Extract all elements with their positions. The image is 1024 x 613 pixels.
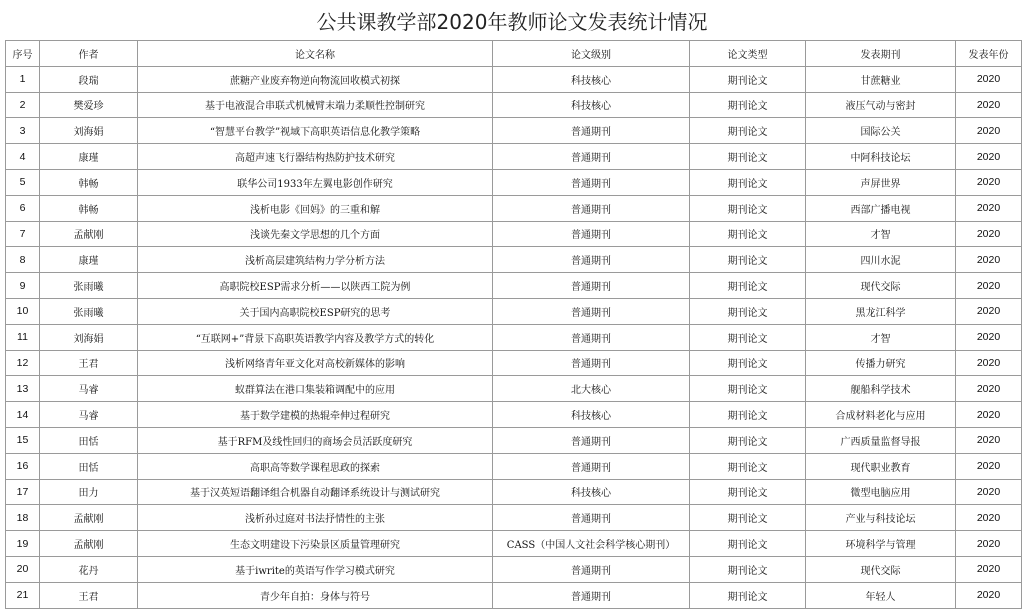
cell-paper-level: 普通期刊 [493,118,690,144]
cell-year: 2020 [956,66,1022,92]
cell-author: 王君 [40,582,138,608]
cell-journal: 国际公关 [806,118,956,144]
cell-author: 孟献刚 [40,221,138,247]
table-row [6,479,1022,505]
cell-paper-type: 期刊论文 [690,505,806,531]
cell-paper-title: 联华公司1933年左翼电影创作研究 [138,169,493,195]
cell-paper-title: “互联网+”背景下高职英语教学内容及教学方式的转化 [138,324,493,350]
cell-author: 段瑞 [40,66,138,92]
cell-paper-type: 期刊论文 [690,324,806,350]
cell-index: 10 [6,298,40,324]
cell-paper-title: 基于iwrite的英语写作学习模式研究 [138,556,493,582]
cell-author: 孟献刚 [40,531,138,557]
table-row [6,273,1022,299]
table-row [6,118,1022,144]
cell-year: 2020 [956,324,1022,350]
cell-journal: 声屏世界 [806,169,956,195]
cell-paper-type: 期刊论文 [690,195,806,221]
cell-paper-type: 期刊论文 [690,66,806,92]
table-row [6,427,1022,453]
cell-journal: 传播力研究 [806,350,956,376]
cell-index: 21 [6,582,40,608]
table-body [6,66,1022,608]
header-paper-type: 论文类型 [690,41,806,67]
cell-paper-type: 期刊论文 [690,582,806,608]
cell-year: 2020 [956,144,1022,170]
cell-paper-type: 期刊论文 [690,247,806,273]
cell-paper-type: 期刊论文 [690,92,806,118]
cell-author: 孟献刚 [40,505,138,531]
cell-paper-title: 青少年自拍：身体与符号 [138,582,493,608]
cell-index: 11 [6,324,40,350]
table-row [6,66,1022,92]
cell-author: 田恬 [40,427,138,453]
cell-year: 2020 [956,531,1022,557]
cell-author: 刘海娟 [40,118,138,144]
cell-paper-type: 期刊论文 [690,376,806,402]
cell-paper-level: 普通期刊 [493,350,690,376]
cell-author: 张雨曦 [40,273,138,299]
cell-paper-level: CASS（中国人文社会科学核心期刊） [493,531,690,557]
cell-index: 2 [6,92,40,118]
cell-journal: 液压气动与密封 [806,92,956,118]
cell-paper-type: 期刊论文 [690,556,806,582]
table-row [6,324,1022,350]
cell-journal: 年轻人 [806,582,956,608]
cell-year: 2020 [956,376,1022,402]
cell-index: 12 [6,350,40,376]
table-row [6,92,1022,118]
cell-year: 2020 [956,479,1022,505]
cell-year: 2020 [956,221,1022,247]
paper-table [5,40,1022,609]
header-index: 序号 [6,41,40,67]
cell-index: 9 [6,273,40,299]
header-paper-title: 论文名称 [138,41,493,67]
cell-paper-title: 浅析电影《回妈》的三重和解 [138,195,493,221]
cell-author: 王君 [40,350,138,376]
cell-year: 2020 [956,582,1022,608]
cell-author: 韩畅 [40,195,138,221]
cell-author: 花丹 [40,556,138,582]
cell-paper-type: 期刊论文 [690,144,806,170]
table-row [6,376,1022,402]
cell-paper-type: 期刊论文 [690,118,806,144]
cell-paper-title: 生态文明建设下污染景区质量管理研究 [138,531,493,557]
cell-paper-type: 期刊论文 [690,427,806,453]
cell-paper-title: 关于国内高职院校ESP研究的思考 [138,298,493,324]
cell-paper-title: 高职院校ESP需求分析——以陕西工院为例 [138,273,493,299]
table-row [6,582,1022,608]
header-row [6,41,1022,67]
cell-author: 马睿 [40,402,138,428]
cell-journal: 才智 [806,324,956,350]
table-row [6,169,1022,195]
cell-paper-type: 期刊论文 [690,531,806,557]
cell-paper-level: 科技核心 [493,402,690,428]
cell-index: 6 [6,195,40,221]
table-row [6,505,1022,531]
cell-journal: 甘蔗糖业 [806,66,956,92]
cell-author: 张雨曦 [40,298,138,324]
cell-paper-level: 科技核心 [493,66,690,92]
cell-author: 田力 [40,479,138,505]
cell-paper-level: 普通期刊 [493,324,690,350]
header-year: 发表年份 [956,41,1022,67]
cell-journal: 微型电脑应用 [806,479,956,505]
cell-paper-title: 高职高等数学课程思政的探索 [138,453,493,479]
table-row [6,247,1022,273]
cell-journal: 西部广播电视 [806,195,956,221]
cell-year: 2020 [956,505,1022,531]
cell-paper-type: 期刊论文 [690,479,806,505]
cell-journal: 四川水泥 [806,247,956,273]
cell-paper-title: 蔗糖产业废弃物逆向物流回收模式初探 [138,66,493,92]
cell-journal: 环境科学与管理 [806,531,956,557]
cell-journal: 现代交际 [806,556,956,582]
cell-paper-level: 北大核心 [493,376,690,402]
cell-paper-title: 蚁群算法在港口集装箱调配中的应用 [138,376,493,402]
cell-index: 17 [6,479,40,505]
cell-index: 8 [6,247,40,273]
cell-journal: 合成材料老化与应用 [806,402,956,428]
cell-paper-level: 普通期刊 [493,221,690,247]
cell-index: 7 [6,221,40,247]
cell-journal: 广西质量监督导报 [806,427,956,453]
cell-index: 18 [6,505,40,531]
cell-year: 2020 [956,453,1022,479]
cell-author: 马睿 [40,376,138,402]
cell-year: 2020 [956,169,1022,195]
cell-year: 2020 [956,118,1022,144]
table-row [6,402,1022,428]
cell-paper-title: 基于电液混合串联式机械臂末端力柔顺性控制研究 [138,92,493,118]
cell-index: 1 [6,66,40,92]
cell-year: 2020 [956,92,1022,118]
table-row [6,144,1022,170]
cell-journal: 现代职业教育 [806,453,956,479]
cell-paper-type: 期刊论文 [690,298,806,324]
cell-paper-type: 期刊论文 [690,453,806,479]
cell-author: 田恬 [40,453,138,479]
cell-index: 16 [6,453,40,479]
cell-paper-title: 浅析高层建筑结构力学分析方法 [138,247,493,273]
cell-paper-title: 基于数学建模的热辊牵伸过程研究 [138,402,493,428]
cell-paper-level: 普通期刊 [493,273,690,299]
table-row [6,221,1022,247]
cell-paper-level: 科技核心 [493,479,690,505]
table-row [6,453,1022,479]
cell-paper-type: 期刊论文 [690,169,806,195]
table-row [6,531,1022,557]
cell-paper-title: “智慧平台教学”视域下高职英语信息化教学策略 [138,118,493,144]
cell-paper-title: 浅谈先秦文学思想的几个方面 [138,221,493,247]
cell-paper-title: 基于RFM及线性回归的商场会员活跃度研究 [138,427,493,453]
cell-paper-level: 普通期刊 [493,556,690,582]
cell-paper-level: 普通期刊 [493,582,690,608]
table-row [6,195,1022,221]
cell-paper-level: 普通期刊 [493,453,690,479]
cell-year: 2020 [956,402,1022,428]
table-row [6,350,1022,376]
cell-year: 2020 [956,247,1022,273]
cell-index: 4 [6,144,40,170]
cell-journal: 才智 [806,221,956,247]
header-author: 作者 [40,41,138,67]
cell-year: 2020 [956,195,1022,221]
cell-journal: 舰船科学技术 [806,376,956,402]
cell-paper-level: 普通期刊 [493,144,690,170]
cell-index: 20 [6,556,40,582]
cell-index: 3 [6,118,40,144]
cell-index: 13 [6,376,40,402]
table-row [6,298,1022,324]
header-paper-level: 论文级别 [493,41,690,67]
cell-author: 康瑾 [40,144,138,170]
cell-author: 康瑾 [40,247,138,273]
cell-year: 2020 [956,273,1022,299]
cell-paper-title: 浅析孙过庭对书法抒情性的主张 [138,505,493,531]
cell-paper-level: 普通期刊 [493,427,690,453]
cell-paper-type: 期刊论文 [690,273,806,299]
cell-paper-title: 基于汉英短语翻译组合机器自动翻译系统设计与测试研究 [138,479,493,505]
cell-index: 19 [6,531,40,557]
cell-year: 2020 [956,350,1022,376]
cell-journal: 现代交际 [806,273,956,299]
cell-index: 15 [6,427,40,453]
cell-journal: 黑龙江科学 [806,298,956,324]
cell-paper-type: 期刊论文 [690,402,806,428]
cell-paper-title: 高超声速飞行器结构热防护技术研究 [138,144,493,170]
table-row [6,556,1022,582]
cell-year: 2020 [956,427,1022,453]
cell-index: 14 [6,402,40,428]
cell-journal: 中阿科技论坛 [806,144,956,170]
cell-index: 5 [6,169,40,195]
cell-paper-level: 普通期刊 [493,169,690,195]
cell-paper-type: 期刊论文 [690,350,806,376]
cell-year: 2020 [956,298,1022,324]
cell-author: 刘海娟 [40,324,138,350]
cell-paper-level: 普通期刊 [493,195,690,221]
page-title: 公共课教学部2020年教师论文发表统计情况 [316,10,708,34]
cell-year: 2020 [956,556,1022,582]
cell-paper-title: 浅析网络青年亚文化对高校新媒体的影响 [138,350,493,376]
cell-paper-level: 科技核心 [493,92,690,118]
cell-author: 樊爱珍 [40,92,138,118]
cell-journal: 产业与科技论坛 [806,505,956,531]
cell-author: 韩畅 [40,169,138,195]
cell-paper-level: 普通期刊 [493,505,690,531]
cell-paper-level: 普通期刊 [493,247,690,273]
header-journal: 发表期刊 [806,41,956,67]
cell-paper-level: 普通期刊 [493,298,690,324]
cell-paper-type: 期刊论文 [690,221,806,247]
